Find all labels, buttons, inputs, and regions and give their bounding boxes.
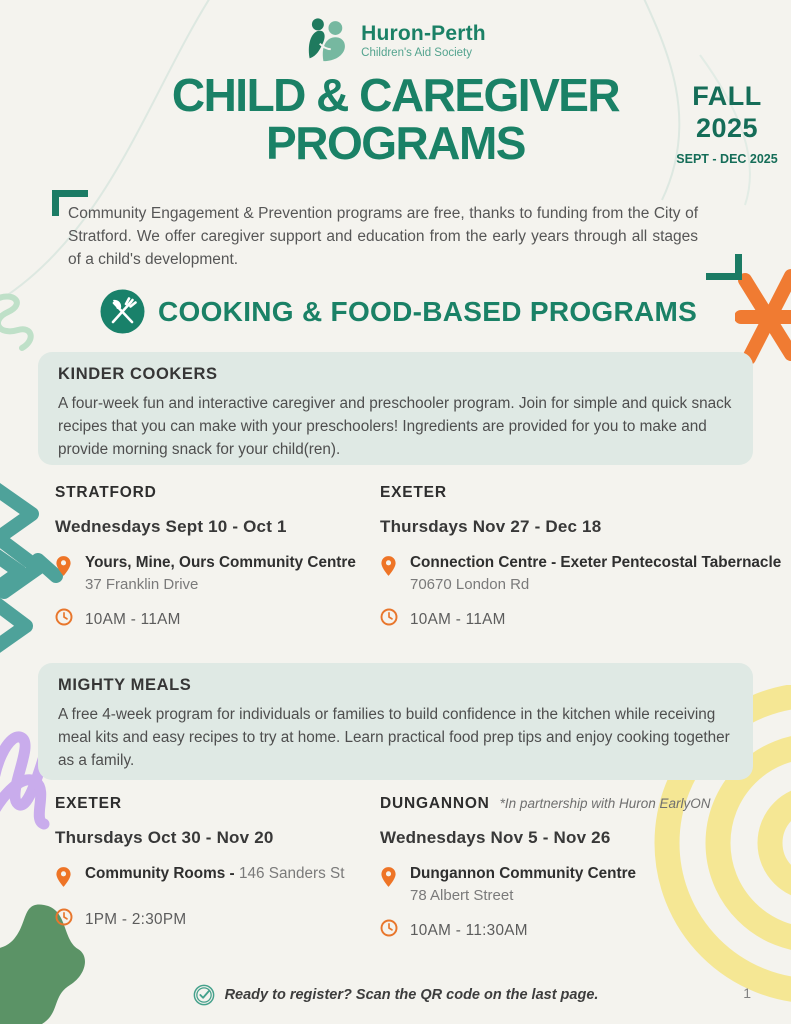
logo [0,16,791,64]
session-address: 146 Sanders St [239,865,345,882]
page-number: 1 [743,985,751,1001]
season-line1: FALL [692,81,762,111]
page-title-line2: PROGRAMS [266,116,525,169]
program-description: A free 4-week program for individuals or families to build confidence in the kitchen while receiving meal kits and easy recipes to try at home. Learn practical food prep tips and enjoy cooking together as a family. [58,706,730,769]
session-address: 70670 London Rd [410,576,530,593]
session-city: DUNGANNON [380,795,490,812]
session-dates: Thursdays Oct 30 - Nov 20 [55,828,274,847]
logo-name: Huron-Perth [361,21,486,45]
program-name: KINDER COOKERS [58,365,218,383]
session-exeter-1 [380,484,785,631]
session-venue: Connection Centre - Exeter Pentecostal Tabernacle [410,554,782,571]
corner-bracket-bottom-right [706,254,742,280]
season-line2: 2025 [695,113,759,144]
location-pin-icon [55,554,73,582]
footer [0,984,791,1006]
session-venue: Dungannon Community Centre [410,865,637,882]
session-dates: Wednesdays Nov 5 - Nov 26 [380,828,611,847]
program-card-mighty-meals [38,663,753,780]
session-time: 10AM - 11AM [85,610,181,628]
session-time: 10AM - 11:30AM [410,921,528,939]
program-name: MIGHTY MEALS [58,676,192,694]
session-dungannon [380,795,785,942]
corner-bracket-top-left [52,190,88,216]
program-description: A four-week fun and interactive caregiver and preschooler program. Join for simple and quick snack recipes that you can make with your preschoolers! Ingredients are provided for you to make and provide morning snack for your child(ren). [58,395,732,458]
section-title: COOKING & FOOD-BASED PROGRAMS [158,295,698,327]
utensils-icon [100,289,145,334]
season-range: SEPT - DEC 2025 [676,151,778,166]
location-pin-icon [380,554,398,582]
session-venue: Yours, Mine, Ours Community Centre [85,554,356,571]
session-exeter-2 [55,795,370,931]
session-address: 78 Albert Street [410,887,514,904]
session-time: 10AM - 11AM [410,610,506,628]
check-circle-icon [193,984,215,1006]
intro-text: Community Engagement & Prevention programs are free, thanks to funding from the City of Stratford. We offer caregiver support and education from the early years through all stages of a child's development. [68,205,698,268]
clock-icon [380,608,398,631]
session-dates: Thursdays Nov 27 - Dec 18 [380,517,602,536]
intro-block [52,190,744,272]
clock-icon [380,919,398,942]
section-header [100,289,697,334]
session-city: EXETER [380,484,447,501]
program-card-kinder-cookers [38,352,753,465]
page-title-line1: CHILD & CAREGIVER [171,69,620,121]
session-dates: Wednesdays Sept 10 - Oct 1 [55,517,287,536]
location-pin-icon [380,865,398,893]
session-stratford [55,484,365,631]
session-address: 37 Franklin Drive [85,576,199,593]
season-badge [671,80,783,166]
location-pin-icon [55,865,73,893]
footer-text: Ready to register? Scan the QR code on the last page. [224,987,599,1003]
green-scribble-decoration [0,288,47,358]
logo-subtitle: Children's Aid Society [361,46,473,59]
clock-icon [55,608,73,631]
session-venue: Community Rooms - [85,865,235,882]
session-city: STRATFORD [55,484,157,501]
session-city: EXETER [55,795,122,812]
clock-icon [55,908,73,931]
session-note: *In partnership with Huron EarlyON [499,796,711,811]
logo-mark-icon [305,16,351,64]
session-time: 1PM - 2:30PM [85,910,187,928]
